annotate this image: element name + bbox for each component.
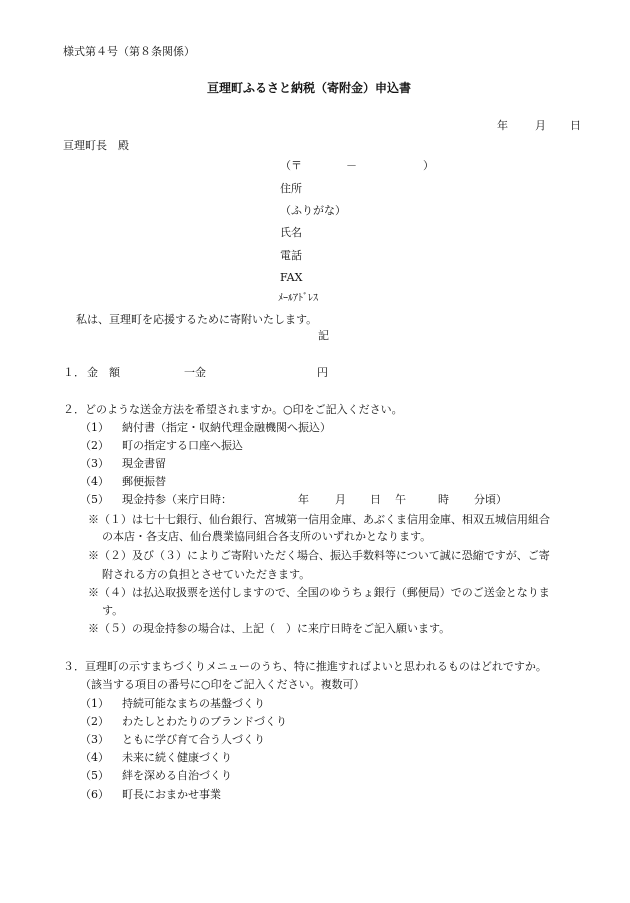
section3-question: ３．亘理町の示すまちづくりメニューのうち、特に推進すればよいと思われるものはどれですか。 [63,660,547,673]
section3-option3-num: （3） [80,733,109,746]
section3-option6-num: （6） [80,788,109,801]
note1-line1: ※（１）は七十七銀行、仙台銀行、宮城第一信用金庫、あぶくま信用金庫、相双五城信用組合 [88,513,550,526]
section2-option2-text: 町の指定する口座へ振込 [122,439,243,452]
furigana-label: （ふりがな） [280,204,346,217]
section2-option4-text: 郵便振替 [122,475,166,488]
visit-year-label: 年 [298,493,309,506]
note2-line1: ※（２）及び（３）によりご寄附いただく場合、振込手数料等について誠に恐縮ですが、ご寄 [88,549,550,562]
note3-line1: ※（４）は払込取扱票を送付しますので、全国のゆうちょ銀行（郵便局）でのご送金となりま [88,586,550,599]
fax-label: FAX [280,271,303,284]
section3-subnote: （該当する項目の番号に○印をご記入ください。複数可） [80,678,365,691]
note1-line2: の本店・各支店、仙台農業協同組合各支所のいずれかとなります。 [102,530,432,543]
section3-option1-text: 持続可能なまちの基盤づくり [122,697,265,710]
section3-option2-num: （2） [80,715,109,728]
section2-option5-text: 現金持参（来庁日時： [122,493,232,506]
phone-label: 電話 [280,249,302,262]
section2-option1-num: （1） [80,421,109,434]
section3-option2-text: わたしとわたりのブランドづくり [122,715,287,728]
section3-option5-num: （5） [80,769,109,782]
section2-option3-text: 現金書留 [122,457,166,470]
section1-yen: 円 [317,366,328,379]
section3-option4-num: （4） [80,751,109,764]
name-label: 氏名 [280,226,302,239]
visit-minute-label: 分頃） [474,493,507,506]
email-label: ﾒｰﾙｱﾄﾞﾚｽ [278,293,318,304]
addressee: 亘理町長 殿 [63,139,129,152]
section3-option5-text: 絆を深める自治づくり [122,769,232,782]
section3-option3-text: ともに学び育て合う人づくり [122,733,265,746]
section2-option3-num: （3） [80,457,109,470]
section3-option1-num: （1） [80,697,109,710]
section1-number: １． [63,366,85,379]
section1-ikkin: 一金 [184,366,206,379]
visit-ampm-label: 午 [395,493,406,506]
visit-day-label: 日 [370,493,381,506]
date-year-label: 年 [497,119,508,132]
ki-label: 記 [318,329,329,342]
section3-option4-text: 未来に続く健康づくり [122,751,232,764]
statement: 私は、亘理町を応援するために寄附いたします。 [76,313,318,326]
address-label: 住所 [280,182,302,195]
postal-code-field: （〒 － ） [280,159,434,172]
note2-line2: 附される方の負担とさせていただきます。 [102,568,311,581]
section2-option1-text: 納付書（指定・収納代理金融機関へ振込） [122,421,331,434]
section1-label: 金 額 [87,366,120,379]
note3-line2: す。 [102,604,124,617]
visit-hour-label: 時 [438,493,449,506]
visit-month-label: 月 [335,493,346,506]
date-day-label: 日 [570,119,581,132]
section2-question: ２．どのような送金方法を希望されますか。○印をご記入ください。 [63,403,403,416]
date-month-label: 月 [535,119,546,132]
section2-option4-num: （4） [80,475,109,488]
note4-line1: ※（５）の現金持参の場合は、上記（ ）に来庁日時をご記入願います。 [88,622,451,635]
section2-option5-num: （5） [80,493,109,506]
section2-option2-num: （2） [80,439,109,452]
document-title: 亘理町ふるさと納税（寄附金）申込書 [207,81,412,95]
form-number: 様式第４号（第８条関係） [63,45,195,58]
section3-option6-text: 町長におまかせ事業 [122,788,221,801]
